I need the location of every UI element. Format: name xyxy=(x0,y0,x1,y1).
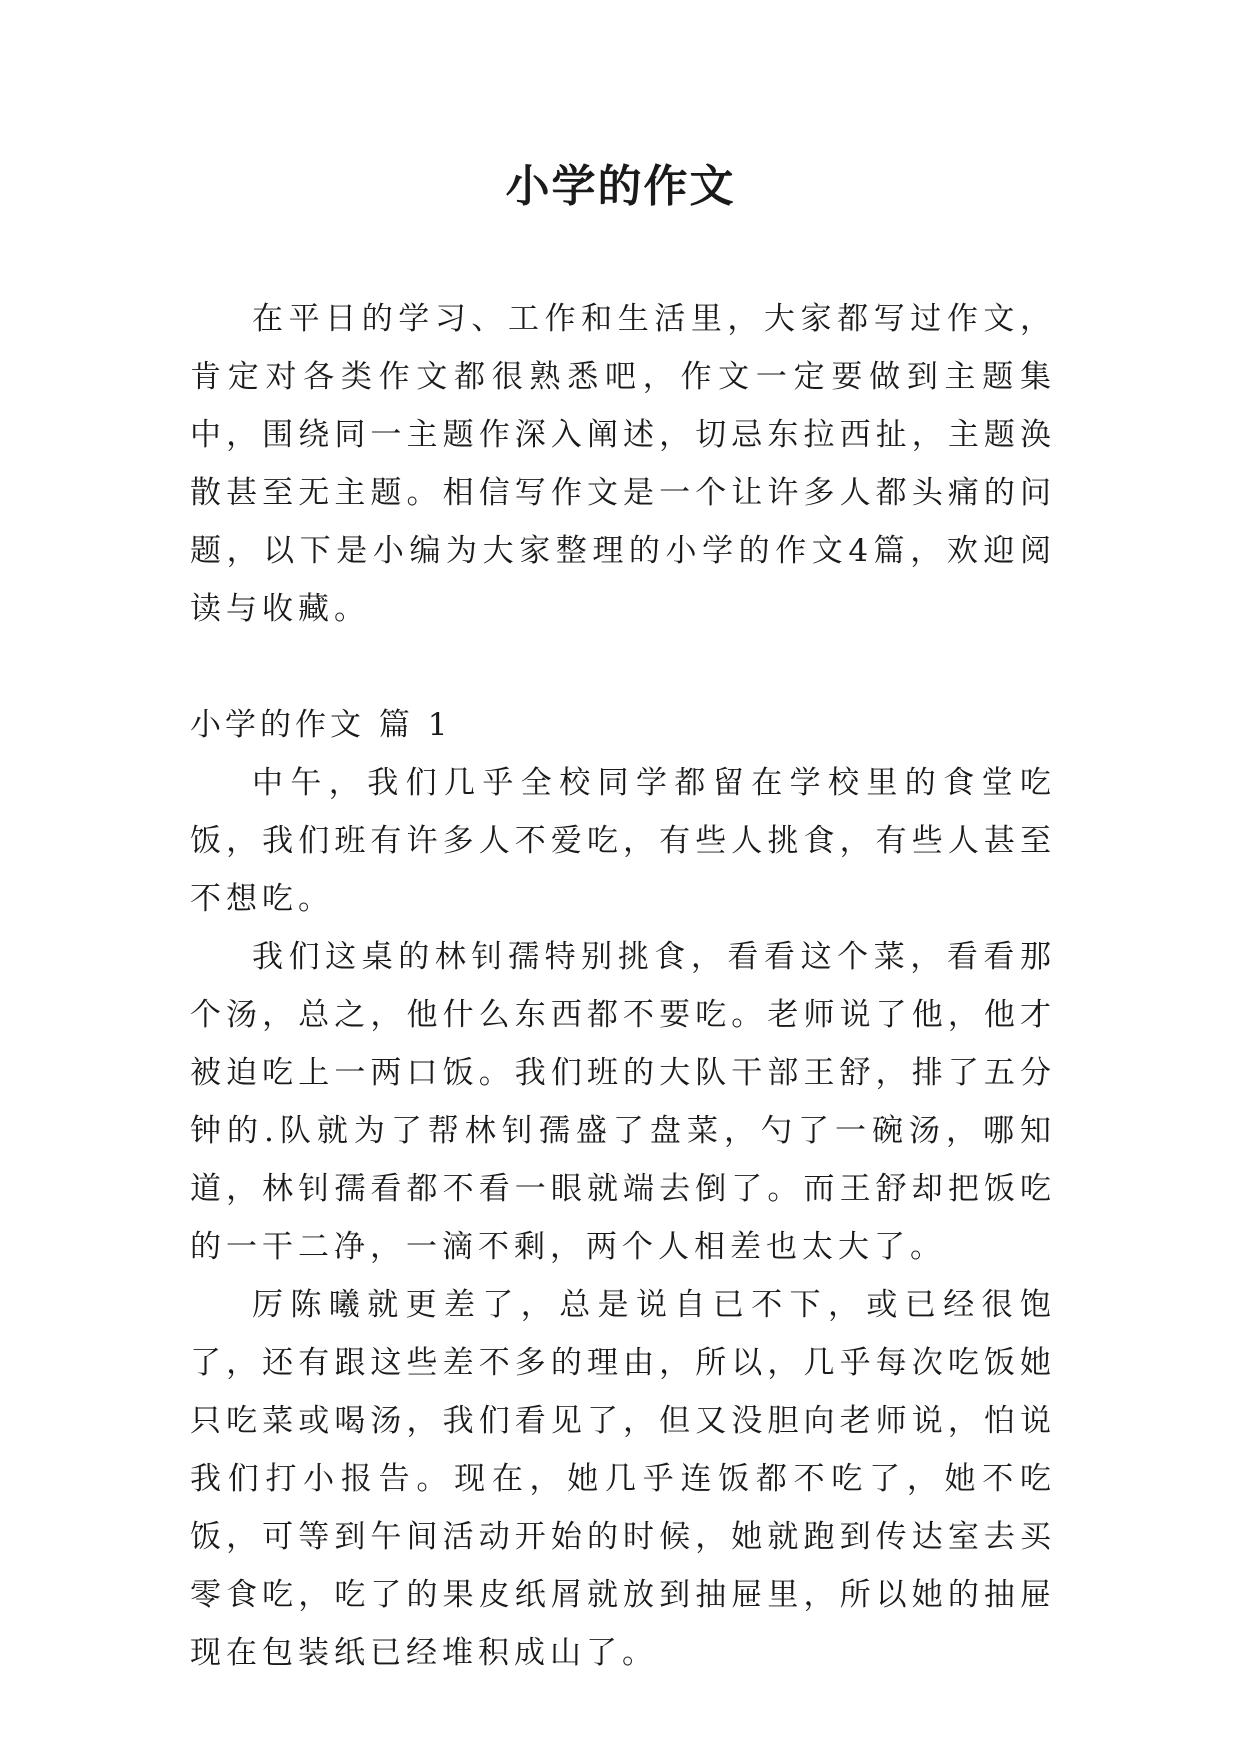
body-paragraph-1: 中午，我们几乎全校同学都留在学校里的食堂吃饭，我们班有许多人不爱吃，有些人挑食，有些人甚至不想吃。 xyxy=(190,765,1056,917)
section-heading: 小学的作文 篇 1 xyxy=(190,707,452,743)
document-body xyxy=(190,290,1056,1682)
body-paragraph-3: 厉陈曦就更差了，总是说自已不下，或已经很饱了，还有跟这些差不多的理由，所以，几乎每次吃饭她只吃菜或喝汤，我们看见了，但又没胆向老师说，怕说我们打小报告。现在，她几乎连饭都不吃了，她不吃饭，可等到午间活动开始的时候，她就跑到传达室去买零食吃，吃了的果皮纸屑就放到抽屉里，所以她的抽屉现在包装纸已经堆积成山了。 xyxy=(190,1287,1056,1671)
page-title: 小学的作文 xyxy=(505,161,736,212)
body-paragraph-2: 我们这桌的林钊孺特别挑食，看看这个菜，看看那个汤，总之，他什么东西都不要吃。老师说了他，他才被迫吃上一两口饭。我们班的大队干部王舒，排了五分钟的.队就为了帮林钊孺盛了盘菜，勺了一碗汤，哪知道，林钊孺看都不看一眼就端去倒了。而王舒却把饭吃的一干二净，一滴不剩，两个人相差也太大了。 xyxy=(190,939,1056,1265)
intro-paragraph: 在平日的学习、工作和生活里，大家都写过作文，肯定对各类作文都很熟悉吧，作文一定要做到主题集中，围绕同一主题作深入阐述，切忌东拉西扯，主题涣散甚至无主题。相信写作文是一个让许多人都头痛的问题，以下是小编为大家整理的小学的作文4篇，欢迎阅读与收藏。 xyxy=(190,301,1056,627)
